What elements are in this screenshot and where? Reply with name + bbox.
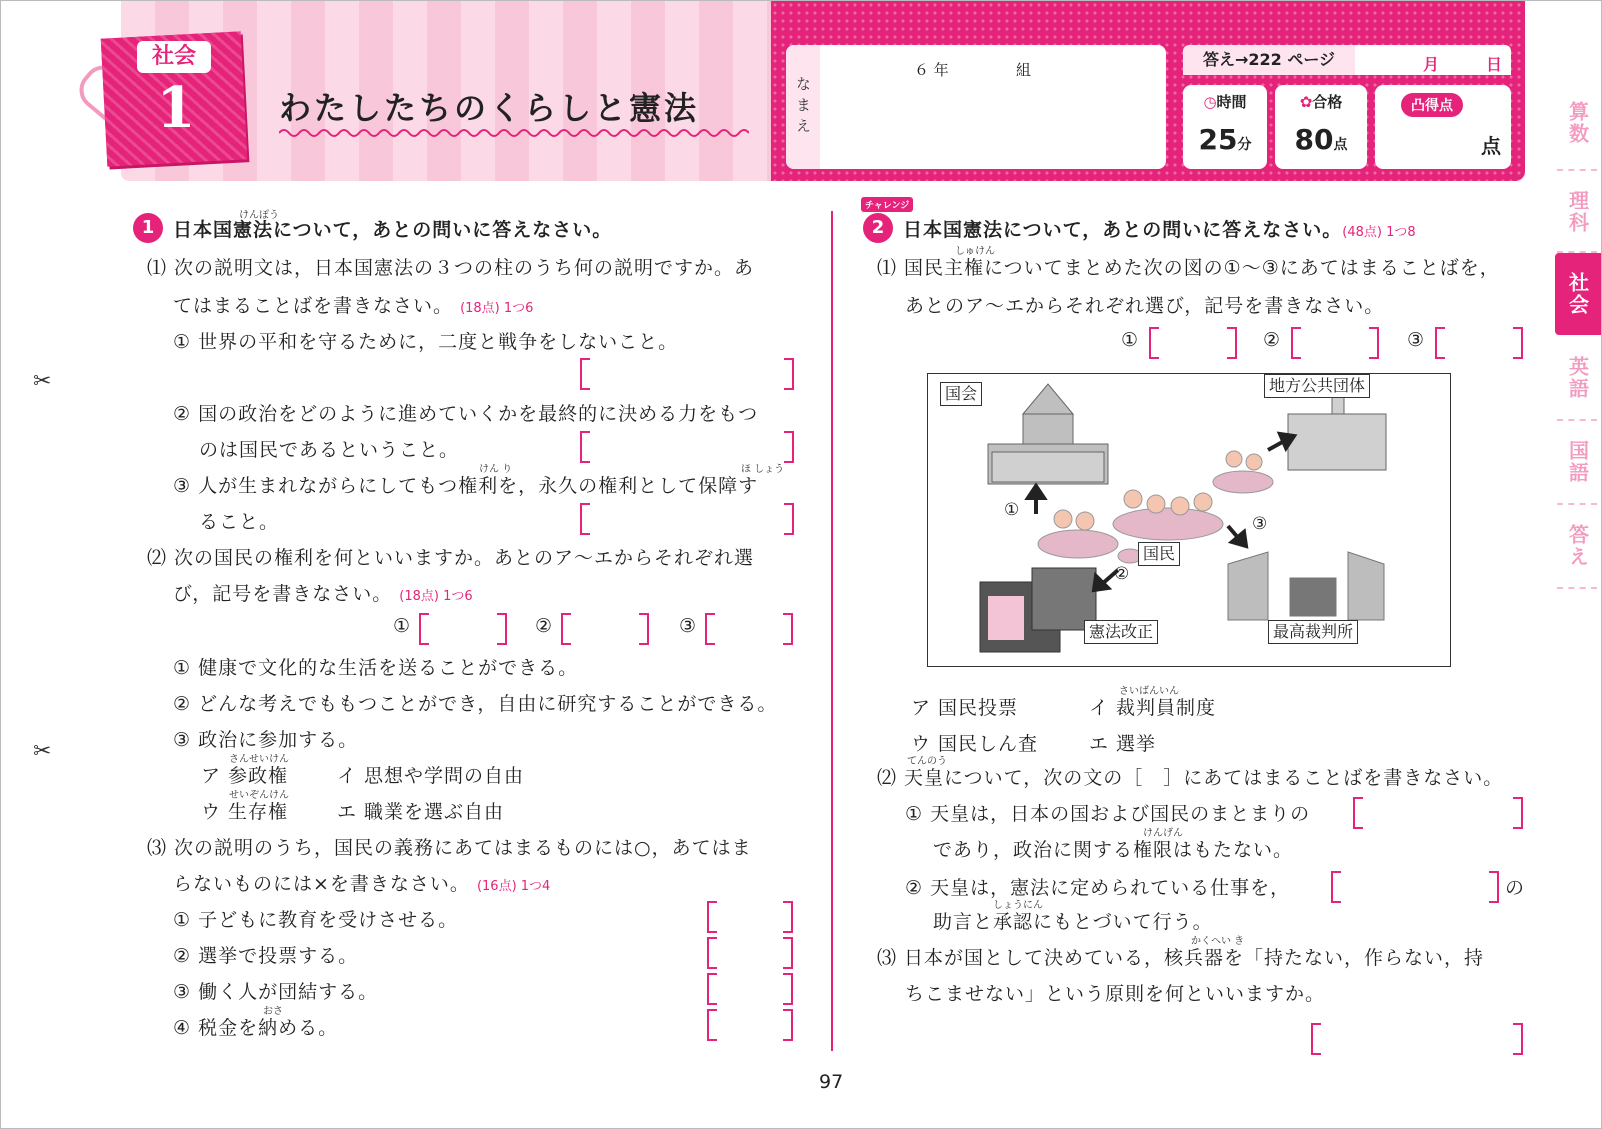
- q1-part3-item1: ① 子どもに教育を受けさせる。: [173, 909, 459, 931]
- side-tab-japanese[interactable]: 国語: [1565, 440, 1590, 484]
- answer-box[interactable]: [1353, 797, 1523, 829]
- challenge-tag: チャレンジ: [861, 197, 913, 212]
- choice-u: ウ 生存権: [201, 801, 289, 823]
- q1-part3-text: らないものには×を書きなさい。 (16点) 1つ4: [173, 873, 551, 895]
- points-label: (48点) 1つ8: [1342, 225, 1416, 240]
- q2-part3-text: ⑶ 日本が国として決めている，核兵器を「持たない，作らない，持: [877, 947, 1485, 969]
- ruby: けんぽう: [239, 210, 279, 221]
- diagram-label-people: 国民: [1138, 542, 1180, 566]
- answer-box[interactable]: [707, 1009, 793, 1041]
- answer-box[interactable]: [561, 613, 649, 645]
- ruby: かくへい き: [1191, 936, 1245, 947]
- answer-box[interactable]: [580, 431, 794, 463]
- q2-part2-text: ⑵ 天皇について，次の文の［ ］にあてはまることばを書きなさい。: [877, 767, 1504, 789]
- local-government-building-icon: [1288, 396, 1386, 470]
- scissors-icon: ✂: [33, 739, 52, 764]
- answer-box[interactable]: [419, 613, 507, 645]
- q1-part1-text: てはまることばを書きなさい。 (18点) 1つ6: [173, 295, 534, 317]
- side-tab-english[interactable]: 英語: [1565, 356, 1590, 400]
- q2-part2-item1: であり，政治に関する権限はもたない。: [933, 839, 1294, 861]
- time-box: [1183, 85, 1267, 169]
- constitution-book-icon: [980, 568, 1096, 652]
- choice-a: ア 参政権: [201, 765, 289, 787]
- ruby: さんせいけん: [229, 754, 289, 765]
- diagram-arrow-label-2: ②: [1114, 564, 1130, 584]
- ruby: しゅけん: [955, 246, 995, 257]
- points-label: (18点) 1つ6: [399, 589, 473, 604]
- pass-box: [1275, 85, 1367, 169]
- diagram-label-diet: 国会: [940, 382, 982, 406]
- score-label: 凸得点: [1401, 93, 1463, 117]
- question-1-heading: 日本国憲法について，あとの問いに答えなさい。: [173, 219, 613, 241]
- answer-box[interactable]: [1311, 1023, 1523, 1055]
- answer-label-2: ②: [535, 615, 553, 637]
- column-divider: [831, 211, 833, 1051]
- answer-label-1: ①: [1121, 329, 1139, 351]
- answer-label-3: ③: [1407, 329, 1425, 351]
- q1-part3-text: ⑶ 次の説明のうち，国民の義務にあてはまるものには○，あてはま: [147, 837, 752, 859]
- diagram-arrow-label-1: ①: [1004, 500, 1020, 520]
- answer-box[interactable]: [1435, 327, 1523, 359]
- ruby: さいばんいん: [1119, 686, 1179, 697]
- q1-part3-item4: ④ 税金を納める。: [173, 1017, 339, 1039]
- grade-label: ６ 年: [914, 61, 949, 79]
- side-tab-divider: [1557, 169, 1597, 171]
- choice-e: エ 選挙: [1089, 733, 1157, 755]
- answer-box[interactable]: [705, 613, 793, 645]
- time-label: ◷時間: [1203, 93, 1247, 111]
- side-tab-science[interactable]: 理科: [1565, 190, 1590, 234]
- q1-part1-item2: ② 国の政治をどのように進めていくかを最終的に決める力をもつ: [173, 403, 759, 425]
- question-2-number: 2: [863, 213, 893, 243]
- q1-part1-item2: のは国民であるということ。: [199, 439, 460, 461]
- name-label: なまえ: [786, 45, 820, 169]
- diagram-arrow-label-3: ③: [1252, 514, 1268, 534]
- sovereignty-diagram: [927, 373, 1451, 667]
- diagram-label-supreme-court: 最高裁判所: [1268, 620, 1358, 644]
- answer-label-3: ③: [679, 615, 697, 637]
- q1-part1-item3: ること。: [199, 511, 280, 533]
- page-title: わたしたちのくらしと憲法: [279, 89, 700, 127]
- flower-icon: ✿: [1299, 93, 1313, 111]
- side-tab-answers[interactable]: 答え: [1565, 524, 1590, 568]
- q1-part2-text: び，記号を書きなさい。 (18点) 1つ6: [173, 583, 473, 605]
- q1-part1-item3: ③ 人が生まれながらにしてもつ権利を，永久の権利として保障す: [173, 475, 759, 497]
- supreme-court-building-icon: [1228, 552, 1384, 620]
- title-underline-wave: [279, 127, 749, 139]
- diet-building-icon: [988, 384, 1108, 484]
- pass-value: 80点: [1294, 123, 1348, 156]
- answer-reference: 答え→222 ページ: [1183, 45, 1355, 75]
- side-tab-divider: [1557, 587, 1597, 589]
- q1-part2-item2: ② どんな考えでももつことができ，自由に研究することができる。: [173, 693, 778, 715]
- choice-u: ウ 国民しん査: [911, 733, 1039, 755]
- points-label: (18点) 1つ6: [460, 301, 534, 316]
- q1-part3-item2: ② 選挙で投票する。: [173, 945, 359, 967]
- diagram-label-local-government: 地方公共団体: [1264, 374, 1370, 398]
- diagram-drawing: [928, 374, 1450, 666]
- question-1-number: 1: [133, 213, 163, 243]
- q2-part1-text: あとのア〜エからそれぞれ選び，記号を書きなさい。: [905, 295, 1385, 317]
- q1-part2-text: ⑵ 次の国民の権利を何といいますか。あとのア〜エからそれぞれ選: [147, 547, 755, 569]
- ruby: けんげん: [1143, 828, 1183, 839]
- side-tab-divider: [1557, 503, 1597, 505]
- points-label: (16点) 1つ4: [476, 879, 551, 894]
- subject-tag: 社会: [137, 41, 211, 73]
- choice-a: ア 国民投票: [911, 697, 1019, 719]
- question-2-heading: 日本国憲法について，あとの問いに答えなさい。(48点) 1つ8: [903, 219, 1416, 241]
- class-label: 組: [1016, 61, 1032, 79]
- answer-box[interactable]: [707, 901, 793, 933]
- ruby: ほ しょう: [741, 464, 785, 475]
- answer-box[interactable]: [707, 973, 793, 1005]
- ruby: けん り: [479, 464, 513, 475]
- answer-box[interactable]: [1291, 327, 1379, 359]
- choice-e: エ 職業を選ぶ自由: [337, 801, 505, 823]
- clock-icon: ◷: [1203, 93, 1217, 111]
- ruby: しょうにん: [993, 900, 1043, 911]
- score-box[interactable]: [1375, 85, 1511, 169]
- q2-part2-item2: 助言と承認にもとづいて行う。: [933, 911, 1213, 933]
- q2-part2-item2: ② 天皇は，憲法に定められている仕事を，: [905, 877, 1291, 899]
- answer-box[interactable]: [707, 937, 793, 969]
- q2-part1-text: ⑴ 国民主権についてまとめた次の図の①〜③にあてはまることばを，: [877, 257, 1500, 279]
- scissors-icon: ✂: [33, 369, 52, 394]
- side-tab-math[interactable]: 算数: [1565, 101, 1590, 145]
- ruby: せいぞんけん: [229, 790, 289, 801]
- answer-label-1: ①: [393, 615, 411, 637]
- q2-part3-text: ちこませない」という原則を何といいますか。: [905, 983, 1326, 1005]
- answer-box[interactable]: [1331, 871, 1499, 903]
- q1-part1-item1: ① 世界の平和を守るために，二度と戦争をしないこと。: [173, 331, 679, 353]
- side-tab-social[interactable]: 社会: [1555, 253, 1601, 335]
- score-unit: 点: [1481, 134, 1501, 158]
- q1-part1-text: ⑴ 次の説明文は，日本国憲法の３つの柱のうち何の説明ですか。あ: [147, 257, 755, 279]
- answer-box[interactable]: [1149, 327, 1237, 359]
- answer-box[interactable]: [580, 358, 794, 390]
- time-value: 25分: [1198, 123, 1252, 156]
- answer-box[interactable]: [580, 503, 794, 535]
- side-tab-divider: [1557, 419, 1597, 421]
- page-number: 97: [819, 1071, 844, 1093]
- choice-i: イ 裁判員制度: [1089, 697, 1217, 719]
- unit-number: 1: [156, 75, 196, 141]
- ruby: おさ: [263, 1006, 283, 1017]
- q2-part2-item1: ① 天皇は，日本の国および国民のまとまりの: [905, 803, 1311, 825]
- q1-part2-item1: ① 健康で文化的な生活を送ることができる。: [173, 657, 579, 679]
- name-field[interactable]: [786, 45, 1166, 169]
- q1-part3-item3: ③ 働く人が団結する。: [173, 981, 379, 1003]
- q1-part2-item3: ③ 政治に参加する。: [173, 729, 359, 751]
- answer-label-2: ②: [1263, 329, 1281, 351]
- pass-label: ✿合格: [1299, 93, 1343, 111]
- day-label: 日: [1486, 55, 1503, 74]
- q2-part2-item2-suffix: の: [1505, 877, 1526, 899]
- month-label: 月: [1423, 55, 1440, 74]
- choice-i: イ 思想や学問の自由: [337, 765, 525, 787]
- ruby: てんのう: [907, 756, 947, 767]
- diagram-label-amendment: 憲法改正: [1084, 620, 1158, 644]
